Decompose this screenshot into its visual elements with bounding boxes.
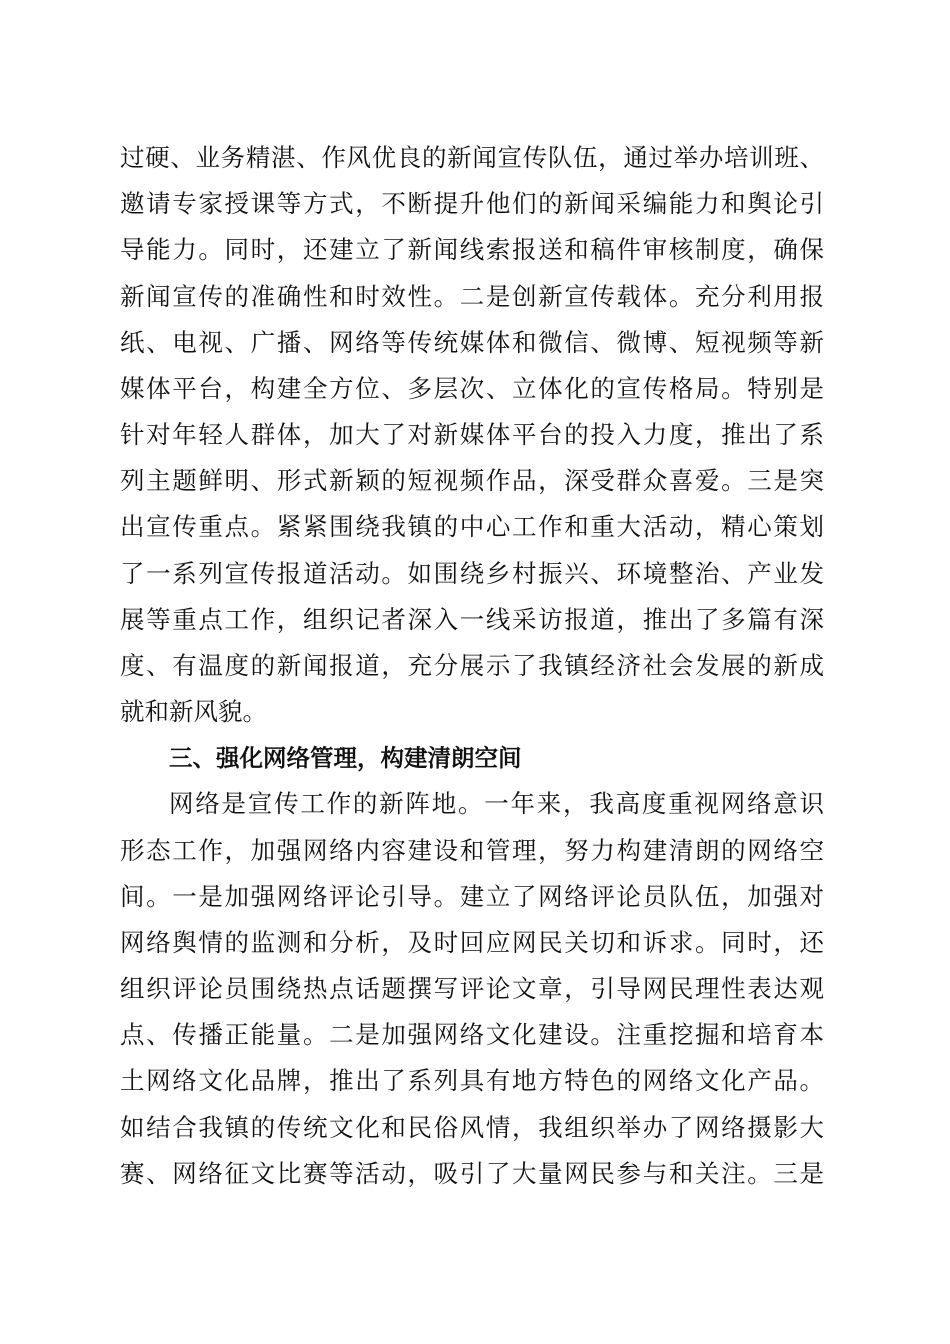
paragraph-line: 新闻宣传的准确性和时效性。二是创新宣传载体。充分利用报 <box>120 282 824 311</box>
paragraph-line: 点、传播正能量。二是加强网络文化建设。注重挖掘和培育本 <box>120 1020 824 1049</box>
paragraph-line: 纸、电视、广播、网络等传统媒体和微信、微博、短视频等新 <box>120 328 824 357</box>
paragraph-line: 赛、网络征文比赛等活动，吸引了大量网民参与和关注。三是 <box>120 1159 824 1188</box>
paragraph-line: 度、有温度的新闻报道，充分展示了我镇经济社会发展的新成 <box>120 651 824 680</box>
paragraph-line: 了一系列宣传报道活动。如围绕乡村振兴、环境整治、产业发 <box>120 559 824 588</box>
paragraph-line: 列主题鲜明、形式新颖的短视频作品，深受群众喜爱。三是突 <box>120 466 824 495</box>
paragraph-line: 邀请专家授课等方式，不断提升他们的新闻采编能力和舆论引 <box>120 189 824 218</box>
paragraph-line: 就和新风貌。 <box>120 697 267 726</box>
paragraph-line: 导能力。同时，还建立了新闻线索报送和稿件审核制度，确保 <box>120 235 824 264</box>
paragraph-line: 针对年轻人群体，加大了对新媒体平台的投入力度，推出了系 <box>120 420 824 449</box>
section-heading: 三、强化网络管理，构建清朗空间 <box>169 744 522 772</box>
paragraph-line: 网络是宣传工作的新阵地。一年来，我高度重视网络意识 <box>169 789 824 818</box>
paragraph-line: 如结合我镇的传统文化和民俗风情，我组织举办了网络摄影大 <box>120 1113 824 1142</box>
paragraph-line: 出宣传重点。紧紧围绕我镇的中心工作和重大活动，精心策划 <box>120 512 824 541</box>
paragraph-line: 土网络文化品牌，推出了系列具有地方特色的网络文化产品。 <box>120 1066 824 1095</box>
paragraph-line: 形态工作，加强网络内容建设和管理，努力构建清朗的网络空 <box>120 836 824 865</box>
paragraph-line: 媒体平台，构建全方位、多层次、立体化的宣传格局。特别是 <box>120 374 824 403</box>
paragraph-line: 过硬、业务精湛、作风优良的新闻宣传队伍，通过举办培训班、 <box>120 143 824 172</box>
paragraph-line: 间。一是加强网络评论引导。建立了网络评论员队伍，加强对 <box>120 882 824 911</box>
paragraph-line: 网络舆情的监测和分析，及时回应网民关切和诉求。同时，还 <box>120 928 824 957</box>
paragraph-line: 组织评论员围绕热点话题撰写评论文章，引导网民理性表达观 <box>120 974 824 1003</box>
paragraph-line: 展等重点工作，组织记者深入一线采访报道，推出了多篇有深 <box>120 605 824 634</box>
